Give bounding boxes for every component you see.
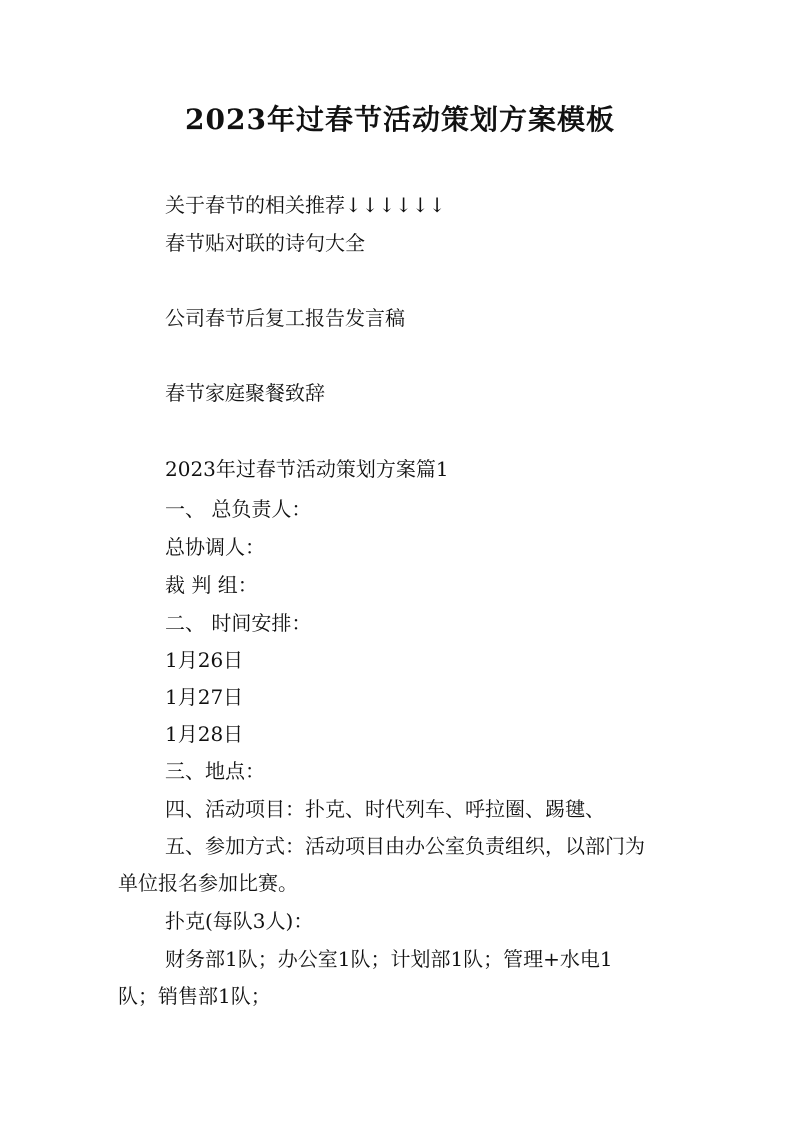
text-line-participation-cont: 单位报名参加比赛。 (118, 871, 298, 895)
document-title: 2023年过春节活动策划方案模板 (185, 103, 615, 136)
text-line-teams-cont: 队；销售部1队； (118, 984, 271, 1008)
text-line-coordinator: 总协调人： (165, 535, 265, 559)
text-line-location: 三、地点： (165, 759, 265, 783)
recommend-heading: 关于春节的相关推荐↓↓↓↓↓↓ (165, 193, 446, 217)
text-line-schedule: 二、 时间安排： (165, 611, 312, 635)
text-line-date-27: 1月27日 (165, 685, 244, 709)
text-line-date-28: 1月28日 (165, 722, 244, 746)
recommend-link-family-dinner[interactable]: 春节家庭聚餐致辞 (165, 381, 325, 405)
text-line-teams: 财务部1队；办公室1队；计划部1队；管理+水电1 (165, 947, 613, 971)
text-line-participation: 五、参加方式：活动项目由办公室负责组织，以部门为 (165, 834, 645, 858)
text-line-poker: 扑克(每队3人)： (165, 909, 314, 933)
text-line-chief: 一、 总负责人： (165, 497, 312, 521)
text-line-date-26: 1月26日 (165, 648, 244, 672)
text-line-activities: 四、活动项目：扑克、时代列车、呼拉圈、踢毽、 (165, 797, 605, 821)
recommend-link-return-speech[interactable]: 公司春节后复工报告发言稿 (165, 306, 405, 330)
section-title: 2023年过春节活动策划方案篇1 (165, 457, 449, 481)
recommend-link-couplets[interactable]: 春节贴对联的诗句大全 (165, 231, 365, 255)
text-line-referee: 裁 判 组： (165, 573, 258, 597)
